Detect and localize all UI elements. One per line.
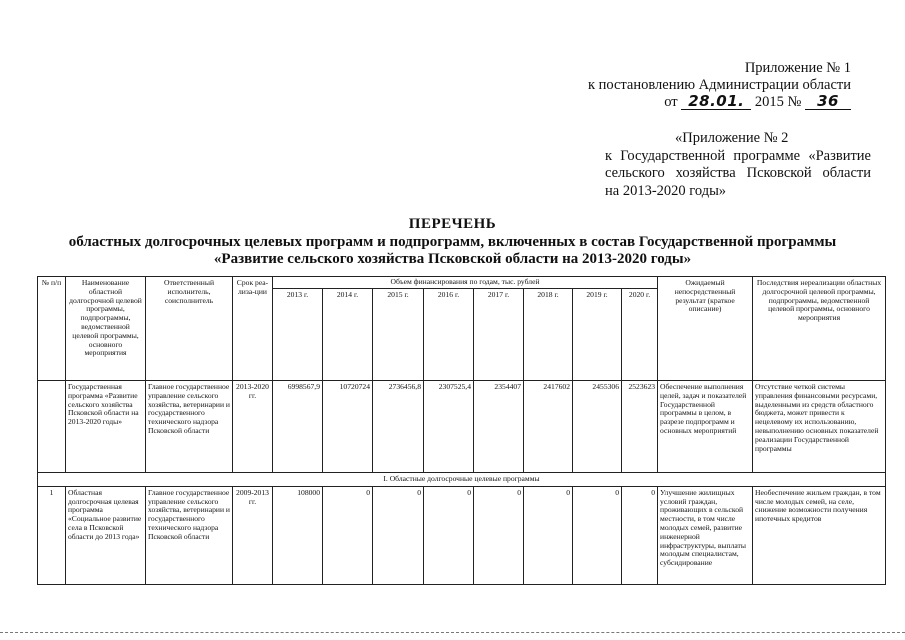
table-row-1: [38, 486, 886, 584]
document-subtitle-program: «Развитие сельского хозяйства Псковской области на 2013-2020 годы»: [213, 251, 692, 267]
cell-value: 2455306: [573, 381, 622, 473]
header-term: Срок реа-лиза-ции: [233, 277, 273, 381]
header-funding: Объем финансирования по годам, тыс. рублей: [273, 277, 658, 289]
cell-value: 2417602: [524, 381, 573, 473]
header-year: 2020 г.: [622, 289, 658, 381]
cell-value: 0: [622, 486, 658, 584]
appendix-1-title: Приложение № 1: [744, 60, 851, 76]
header-row-top: [38, 277, 886, 289]
appendix-2-title: «Приложение № 2: [675, 130, 789, 146]
appendix-2-line-2: к Государственной программе «Развитие: [605, 147, 871, 164]
cell-num: [38, 381, 66, 473]
section-title: I. Областные долгосрочные целевые программы: [38, 473, 886, 487]
cell-value: 108000: [273, 486, 323, 584]
appendix-1-block: [0, 60, 851, 111]
cell-result: Обеспечение выполнения целей, задач и показателей Государственной программы в целом, в разрезе подпрограмм и основных мероприятий: [658, 381, 753, 473]
header-result: Ожидаемый непосредственный результат (краткое описание): [658, 277, 753, 381]
cell-value: 0: [323, 486, 373, 584]
handwritten-number: 36: [805, 94, 851, 110]
cell-value: 0: [573, 486, 622, 584]
programs-table: [37, 276, 886, 585]
cell-name: Областная долгосрочная целевая программа «Социальное развитие села в Псковской области до 2013 года»: [66, 486, 146, 584]
cell-value: 10720724: [323, 381, 373, 473]
header-name: Наименование областной долгосрочной целевой программы, подпрограммы, ведомственной целевой программы, основного мероприятия: [66, 277, 146, 381]
appendix-2-line-4: на 2013-2020 годы»: [605, 182, 727, 199]
header-consequences: Последствия нереализации областных долгосрочной целевой программы, подпрограммы, ведомственной целевой программы, основного мероприятия: [753, 277, 886, 381]
cell-value: 6998567,9: [273, 381, 323, 473]
header-year: 2013 г.: [273, 289, 323, 381]
cell-num: 1: [38, 486, 66, 584]
cell-value: 0: [524, 486, 573, 584]
table-row-total: [38, 381, 886, 473]
appendix-1-reference: к постановлению Администрации области: [587, 77, 851, 93]
header-num: № п/п: [38, 277, 66, 381]
from-prefix: от: [664, 94, 678, 110]
section-row: [38, 473, 886, 487]
header-executor: Ответственный исполнитель, соисполнитель: [146, 277, 233, 381]
cell-value: 2354407: [474, 381, 524, 473]
cell-executor: Главное государственное управление сельского хозяйства, ветеринарии и государственного технического надзора Псковской области: [146, 486, 233, 584]
appendix-2-block: [605, 130, 871, 200]
document-heading: ПЕРЕЧЕНЬ: [408, 216, 497, 232]
cell-value: 0: [474, 486, 524, 584]
cell-value: 2307525,4: [424, 381, 474, 473]
document-subtitle: областных долгосрочных целевых программ и подпрограмм, включенных в состав Государственной программы: [68, 234, 837, 250]
cell-executor: Главное государственное управление сельского хозяйства, ветеринарии и государственного технического надзора Псковской области: [146, 381, 233, 473]
header-year: 2015 г.: [373, 289, 424, 381]
header-year: 2017 г.: [474, 289, 524, 381]
cell-value: 0: [373, 486, 424, 584]
cell-value: 0: [424, 486, 474, 584]
cell-consequences: Необеспечение жильем граждан, в том числе молодых семей, на селе, снижение возможности получения ипотечных кредитов: [753, 486, 886, 584]
year-number-label: 2015 №: [754, 94, 802, 110]
header-year: 2016 г.: [424, 289, 474, 381]
scan-edge-line: [0, 632, 905, 633]
cell-name: Государственная программа «Развитие сельского хозяйства Псковской области на 2013-2020 годы»: [66, 381, 146, 473]
header-year: 2019 г.: [573, 289, 622, 381]
header-year: 2014 г.: [323, 289, 373, 381]
cell-value: 2523623: [622, 381, 658, 473]
cell-term: 2013-2020 гг.: [233, 381, 273, 473]
header-year: 2018 г.: [524, 289, 573, 381]
cell-result: Улучшение жилищных условий граждан, проживающих в сельской местности, в том числе молодых семей, развитие инженерной инфраструктуры, выплаты молодым специалистам, субсидирование: [658, 486, 753, 584]
appendix-1-date-line: [0, 94, 851, 111]
handwritten-date: 28.01.: [681, 94, 751, 110]
cell-value: 2736456,8: [373, 381, 424, 473]
cell-consequences: Отсутствие четкой системы управления финансовыми ресурсами, выделенными из средств областного бюджета, может привести к нецелевому их использованию, невыполнению основных показателей реализации Государственной программы: [753, 381, 886, 473]
appendix-2-line-3: сельского хозяйства Псковской области: [605, 165, 871, 181]
cell-term: 2009-2013 гг.: [233, 486, 273, 584]
